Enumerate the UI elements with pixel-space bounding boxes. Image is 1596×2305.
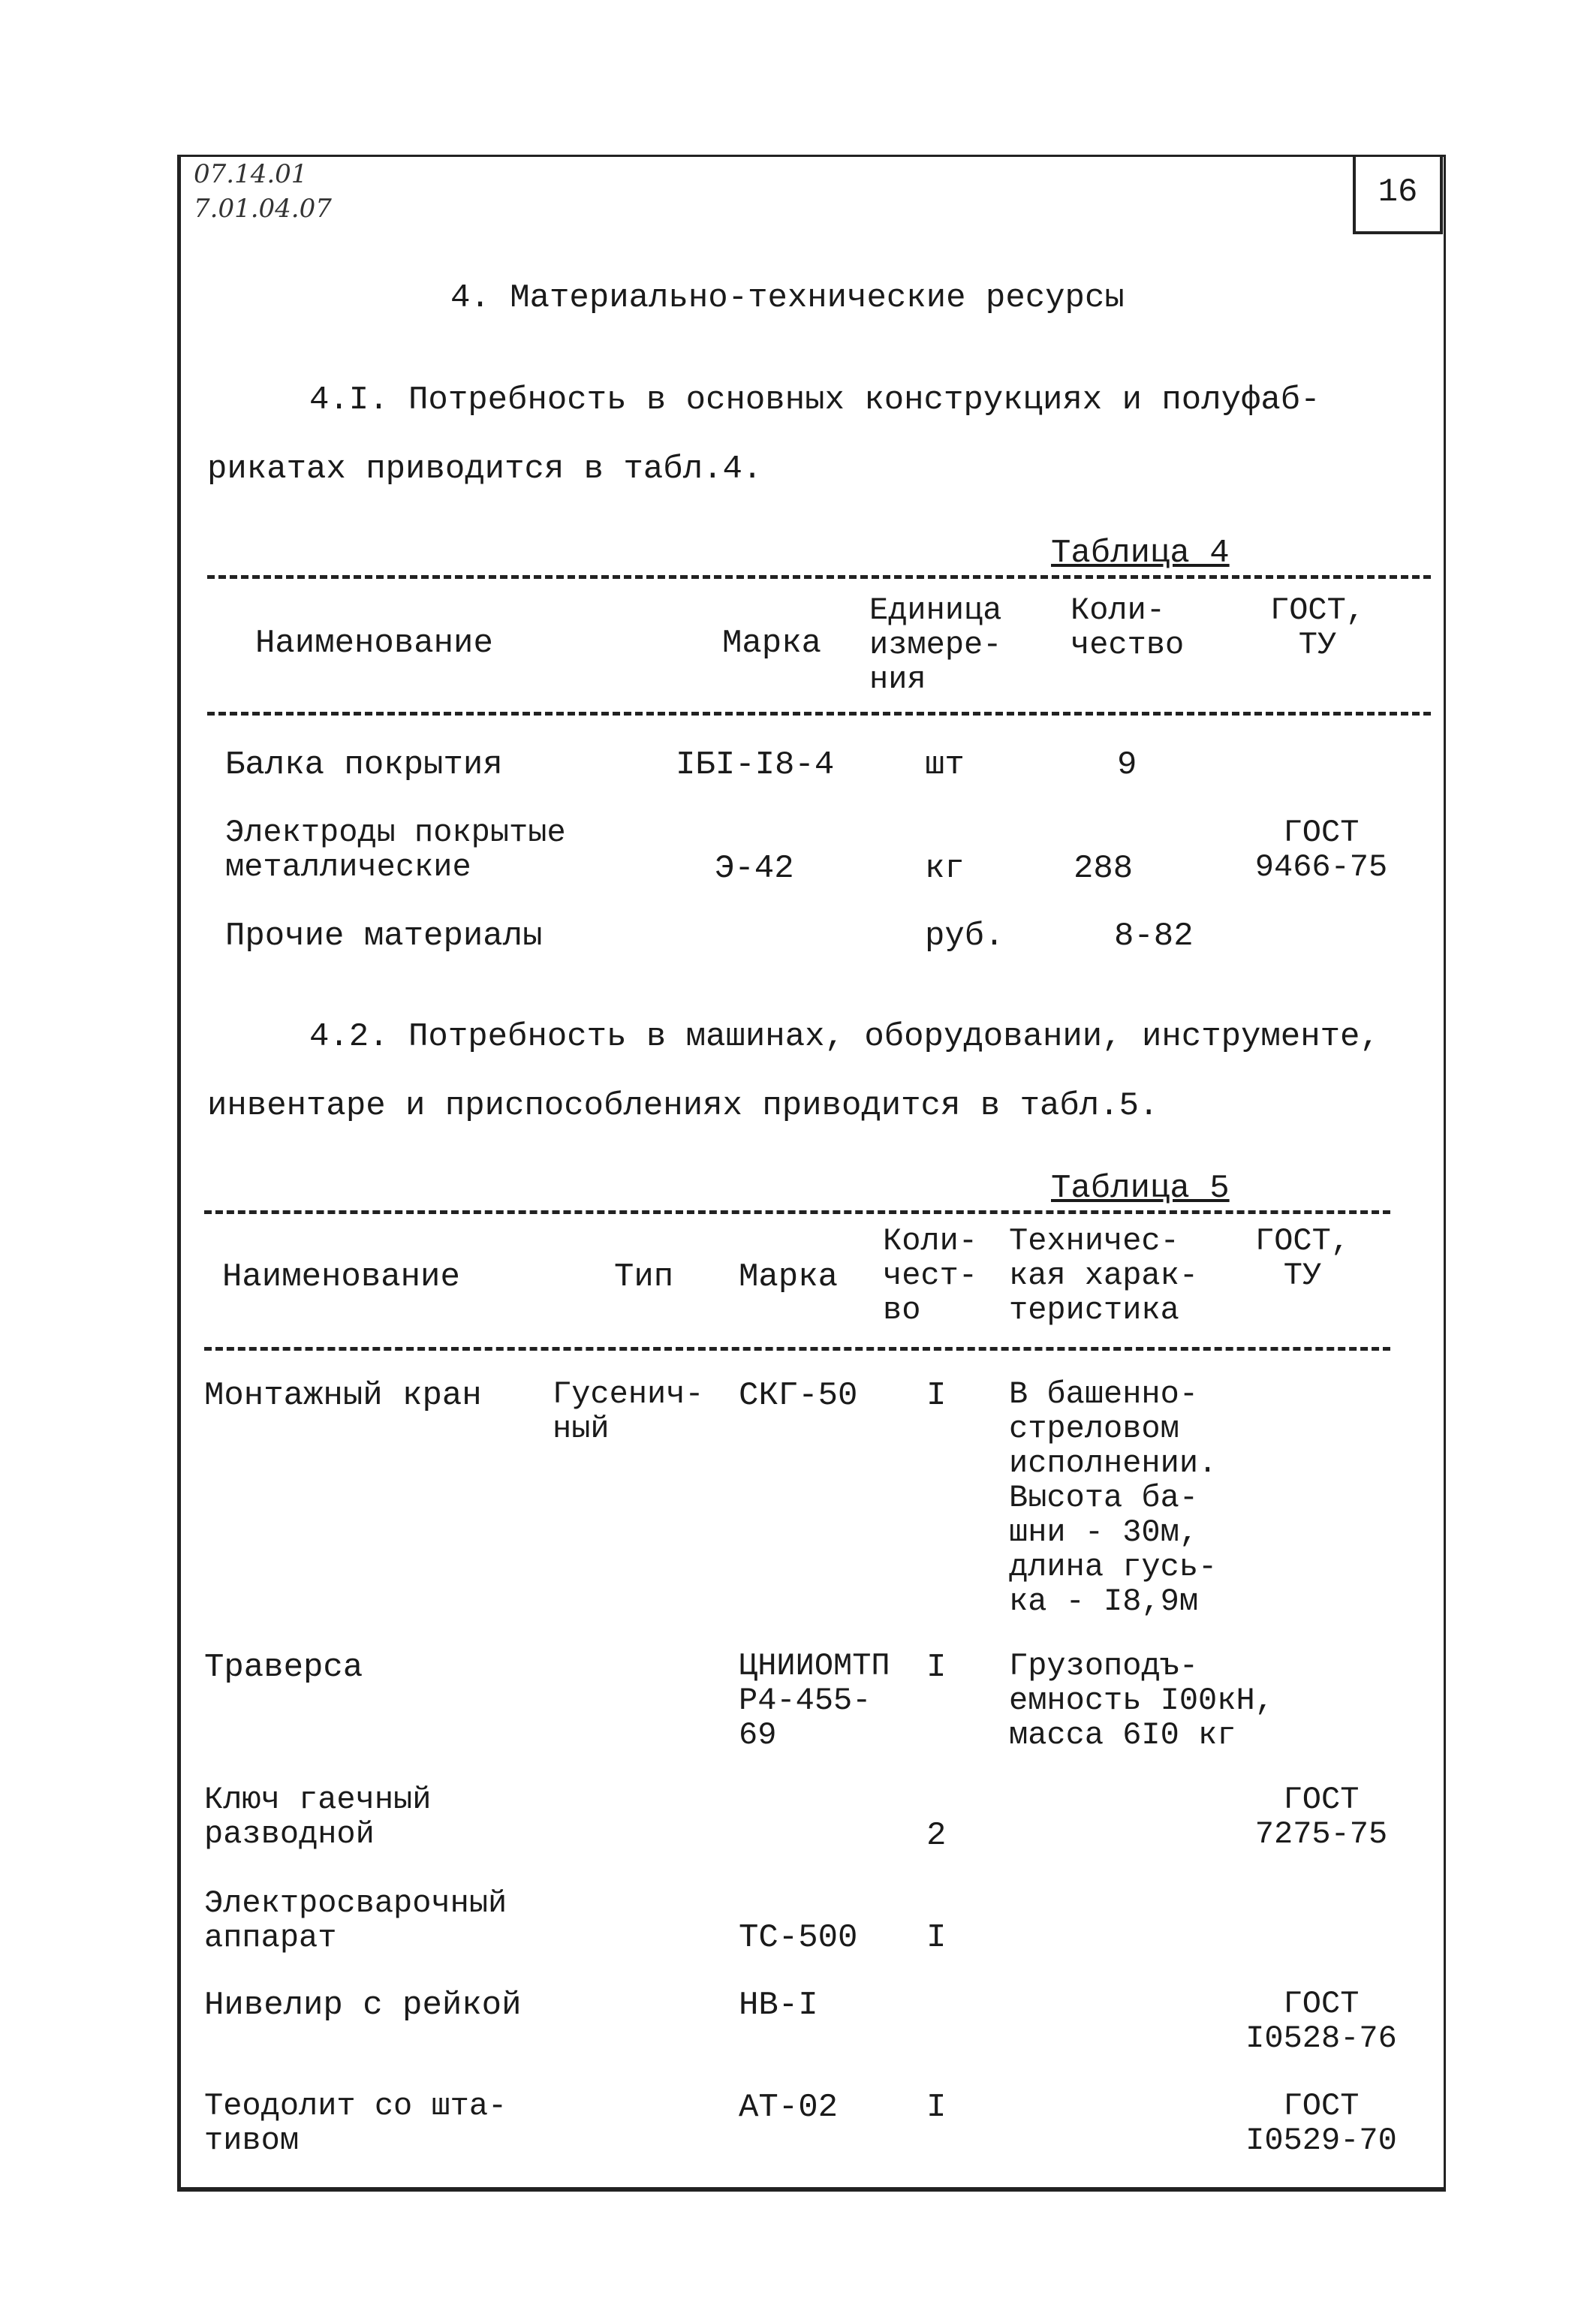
doc-code-line1: 07.14.01 bbox=[194, 159, 308, 189]
table4-row1-mark: IБI-I8-4 bbox=[676, 746, 835, 784]
table5-row5-mark: НВ-I bbox=[739, 1987, 818, 2024]
table5-row5-gost: ГОСТ I0528-76 bbox=[1245, 1986, 1397, 2056]
table5-row1-qty: I bbox=[926, 1377, 947, 1415]
table4-row2-qty: 288 bbox=[1074, 850, 1134, 887]
page-number: 16 bbox=[1353, 155, 1443, 234]
table5-header-gost: ГОСТ, ТУ bbox=[1254, 1223, 1351, 1294]
table5-header-qty: Коли- чест- во bbox=[883, 1223, 978, 1328]
table5-row4-mark: ТС-500 bbox=[739, 1919, 858, 1957]
table5-row4-qty: I bbox=[926, 1919, 947, 1957]
table4-row2-mark: Э-42 bbox=[715, 850, 794, 887]
table4-header-rule bbox=[207, 712, 1431, 716]
table5-row1-name: Монтажный кран bbox=[204, 1377, 482, 1415]
table5-top-rule bbox=[204, 1210, 1390, 1214]
table5-header-name: Наименование bbox=[222, 1258, 460, 1296]
table5-header-type: Тип bbox=[614, 1258, 674, 1296]
paragraph-4-2-line1: 4.2. Потребность в машинах, оборудовании, инструменте, bbox=[309, 1018, 1380, 1056]
table5-caption: Таблица 5 bbox=[1051, 1170, 1230, 1207]
table5-row5-name: Нивелир с рейкой bbox=[204, 1987, 522, 2024]
doc-code-line2: 7.01.04.07 bbox=[194, 194, 332, 224]
table4-top-rule bbox=[207, 575, 1431, 579]
table5-row3-name: Ключ гаечный разводной bbox=[204, 1782, 432, 1852]
table5-row2-qty: I bbox=[926, 1649, 947, 1686]
table4-caption: Таблица 4 bbox=[1051, 535, 1230, 572]
table4-row2-name: Электроды покрытые металлические bbox=[225, 815, 566, 885]
table5-row4-name: Электросварочный аппарат bbox=[204, 1885, 507, 1956]
table5-row6-mark: АТ-02 bbox=[739, 2089, 839, 2126]
table5-row6-name: Теодолит со шта- тивом bbox=[204, 2088, 507, 2159]
table5-row2-mark: ЦНИИОМТП Р4-455- 69 bbox=[739, 1648, 890, 1753]
table4-header-gost: ГОСТ, ТУ bbox=[1269, 592, 1366, 663]
table4-header-qty: Коли- чество bbox=[1071, 592, 1185, 663]
table4-row3-name: Прочие материалы bbox=[225, 917, 543, 955]
table4-row2-unit: кг bbox=[925, 850, 965, 887]
table4-header-unit: Единица измере- ния bbox=[869, 592, 1002, 698]
table5-row6-qty: I bbox=[926, 2089, 947, 2126]
table5-header-mark: Марка bbox=[739, 1258, 839, 1296]
table4-row1-name: Балка покрытия bbox=[225, 746, 503, 784]
table4-row3-qty: 8-82 bbox=[1114, 917, 1194, 955]
paragraph-4-2-line2: инвентаре и приспособлениях приводится в табл.5. bbox=[207, 1087, 1159, 1125]
table4-row1-unit: шт bbox=[925, 746, 965, 784]
paragraph-4-1-line2: рикатах приводится в табл.4. bbox=[207, 450, 763, 488]
table5-row3-qty: 2 bbox=[926, 1817, 947, 1855]
table5-row6-gost: ГОСТ I0529-70 bbox=[1245, 2088, 1397, 2159]
section-title: 4. Материально-технические ресурсы bbox=[450, 279, 1125, 317]
table5-row1-mark: СКГ-50 bbox=[739, 1377, 858, 1415]
table5-header-char: Техничес- кая харак- теристика bbox=[1009, 1223, 1199, 1328]
table4-row2-gost: ГОСТ 9466-75 bbox=[1254, 815, 1388, 885]
paragraph-4-1-line1: 4.I. Потребность в основных конструкциях и полуфаб- bbox=[309, 381, 1320, 419]
table5-row1-characteristic: В башенно- стреловом исполнении. Высота ба- шни - 30м, длина гусь- ка - I8,9м bbox=[1009, 1376, 1218, 1620]
table4-header-mark: Марка bbox=[722, 625, 822, 662]
table5-row2-characteristic: Грузоподъ- емность I00кН, масса 6I0 кг bbox=[1009, 1648, 1274, 1753]
table4-row3-unit: руб. bbox=[925, 917, 1004, 955]
table4-row1-qty: 9 bbox=[1117, 746, 1137, 784]
table5-row2-name: Траверса bbox=[204, 1649, 363, 1686]
table5-header-rule bbox=[204, 1347, 1390, 1351]
table5-row1-type: Гусенич- ный bbox=[553, 1376, 704, 1447]
table5-row3-gost: ГОСТ 7275-75 bbox=[1254, 1782, 1388, 1852]
table4-header-name: Наименование bbox=[255, 625, 493, 662]
